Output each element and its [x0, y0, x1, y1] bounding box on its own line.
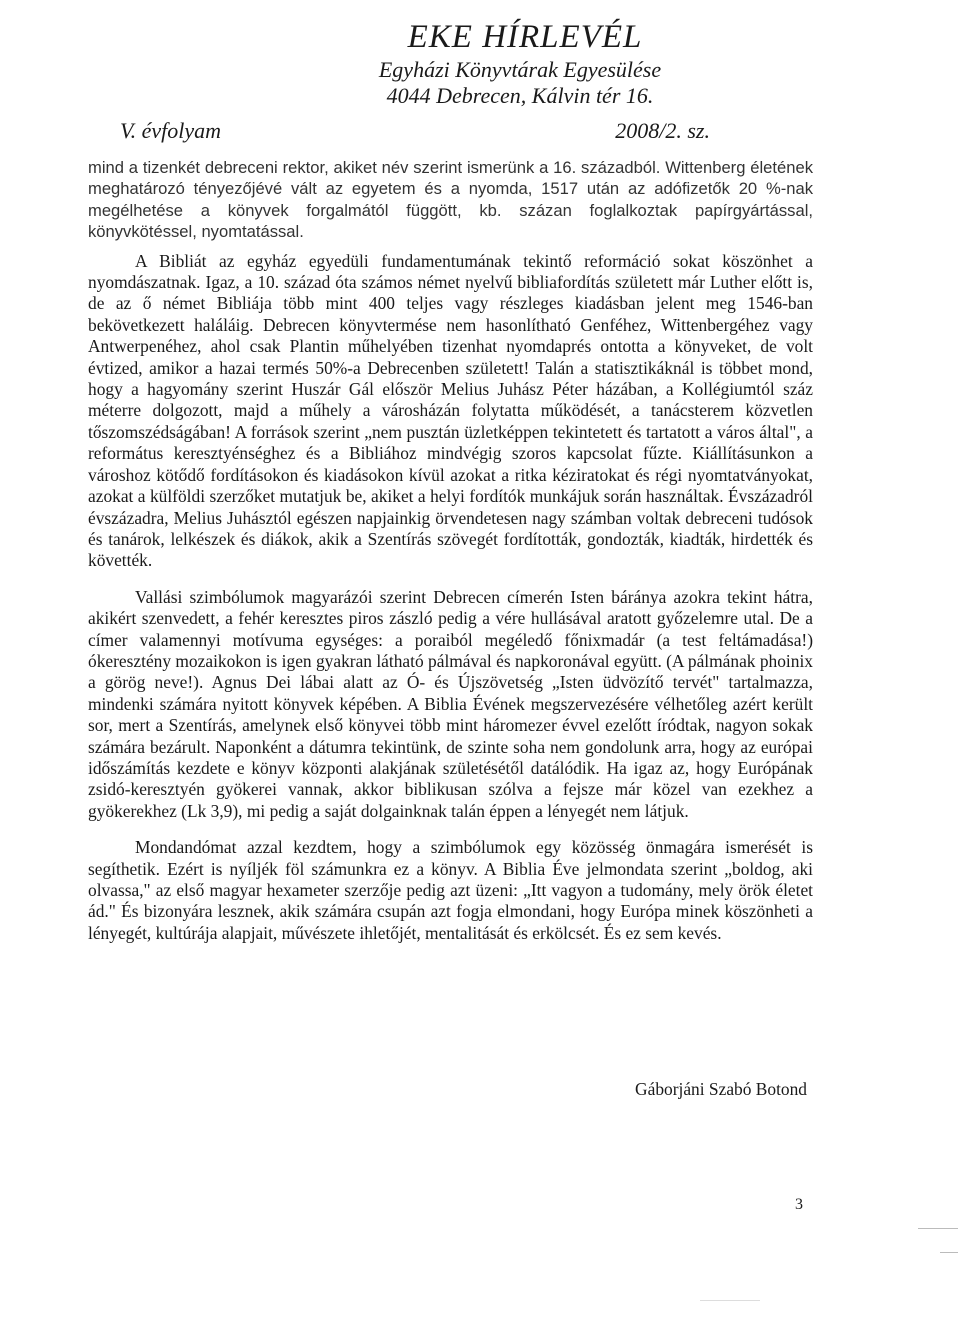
page-number: 3 [795, 1196, 803, 1213]
paragraph-4: Mondandómat azzal kezdtem, hogy a szimbólumok egy közösség önmagára ismerését is segíthetik. Ezért is nyíljék föl számunkra ez a könyv. A Biblia Éve jelmondata szerint „boldog, aki olvassa," az első magyar hexameter szerzője pedig azt üzeni: „Itt vagyon a tudomány, mely örök életet ád." És bizonyára lesznek, akik számára csupán azt fogja elmondani, hogy Európa minek köszönheti a lényegét, kultúrája alapjait, művészete ihletőjét, mentalitását és erkölcsét. És ez sem kevés. [88, 837, 813, 943]
article-body [88, 157, 813, 944]
scan-edge-mark [700, 1300, 760, 1301]
organization-address: 4044 Debrecen, Kálvin tér 16. [386, 83, 654, 108]
paragraph-1: mind a tizenkét debreceni rektor, akiket név szerint ismerünk a 16. századból. Wittenberg életének meghatározó tényezőjévé vált az egyetem és a nyomda, 1517 után az adófizetők 20 %-nak megélhetése a könyvek forgalmától függött, kb. százan foglalkoztak papírgyártással, könyvkötéssel, nyomtatással. [88, 158, 813, 242]
paragraph-3: Vallási szimbólumok magyarázói szerint Debrecen címerén Isten báránya azokra tekint hátra, akikért szenvedett, a fehér keresztes piros zászló pedig a vére hullásával aratott győzelemre utal. De a címer valamennyi motívuma egységes: a poraiból megéledő főnixmadár (a test feltámadása!) ókeresztény mozaikokon is igen gyakran látható pálmával és napkoronával együtt. (A pálmának phoinix a görög neve!). Agnus Dei lábai alatt az Ó- és Újszövetség „Isten üdvözítő tervét" tartalmazza, mindenki számára nyitott könyvek képében. A Biblia Évének megszervezésére vélhetőleg azért került sor, mert a Szentírás, amelynek első könyvei több mint háromezer évvel ezelőtt íródtak, nagyon sokak számára bezárult. Naponként a dátumra tekintünk, de szinte soha nem gondolunk arra, hogy az európai időszámítás kezdete e könyv központi alakjának születésétől datálódik. Ha igaz az, hogy Európának zsidó-keresztyén gyökerei vannak, akkor biblikusan szólva a fejsze már közel van ezekhez a gyökerekhez (Lk 3,9), mi pedig a saját dolgainknak talán éppen a lényegét nem látjuk. [88, 586, 813, 821]
newsletter-title: EKE HÍRLEVÉL [407, 19, 643, 55]
issue-label: 2008/2. sz. [615, 118, 710, 143]
scan-edge-mark [918, 1228, 958, 1229]
scan-edge-mark [940, 1252, 958, 1253]
masthead [0, 18, 960, 109]
organization-name: Egyházi Könyvtárak Egyesülése [378, 57, 662, 82]
volume-label: V. évfolyam [120, 118, 222, 143]
paragraph-2: A Bibliát az egyház egyedüli fundamentumának tekintő reformáció sokat köszönhet a nyomdászatnak. Igaz, a 10. század óta számos német nyelvű bibliafordítás született már Luther előtt is, de az ő német Bibliája több mint 400 teljes vagy részleges kiadásban jelent meg 1546-ban bekövetkezett haláláig. Debrecen könyvtermése nem hasonlítható Genféhez, Wittenbergéhez vagy Antwerpenéhez, ahol csak Plantin műhelyében tizenhat nyomdaprés ontotta a könyveket, de volt évtized, amikor a hazai termés 50%-a Debrecenben született! Talán a statisztikáknál is többet mond, hogy a hagyomány szerint Huszár Gál először Melius Juhász Péter házában, a Kollégiumtól száz méterre dolgozott, majd a műhely a városházán folytatta működését, a tanácsterem közvetlen tőszomszédságában! A források szerint „nem pusztán üzletképpen tekintetett és tartatott a város által", a református keresztyénséghez és a Bibliához mindvégig szoros kapcsolat fűzte. Kiállításunkon a városhoz kötődő fordításokon és kiadásokon kívül azokat a ritka kéziratokat és régi nyomtatványokat, azokat a külföldi szerzőket mutatjuk be, akiket a helyi fordítók munkájuk során használtak. Évszázadról évszázadra, Melius Juhásztól egészen napjainkig örvendetesen nagy számban voltak debreceni tudósok és tanárok, lelkészek és diákok, akik a Szentírás szövegét fordították, gondozták, kiadták, hirdették és követték. [88, 250, 813, 571]
author-signature: Gáborjáni Szabó Botond [635, 1079, 807, 1099]
